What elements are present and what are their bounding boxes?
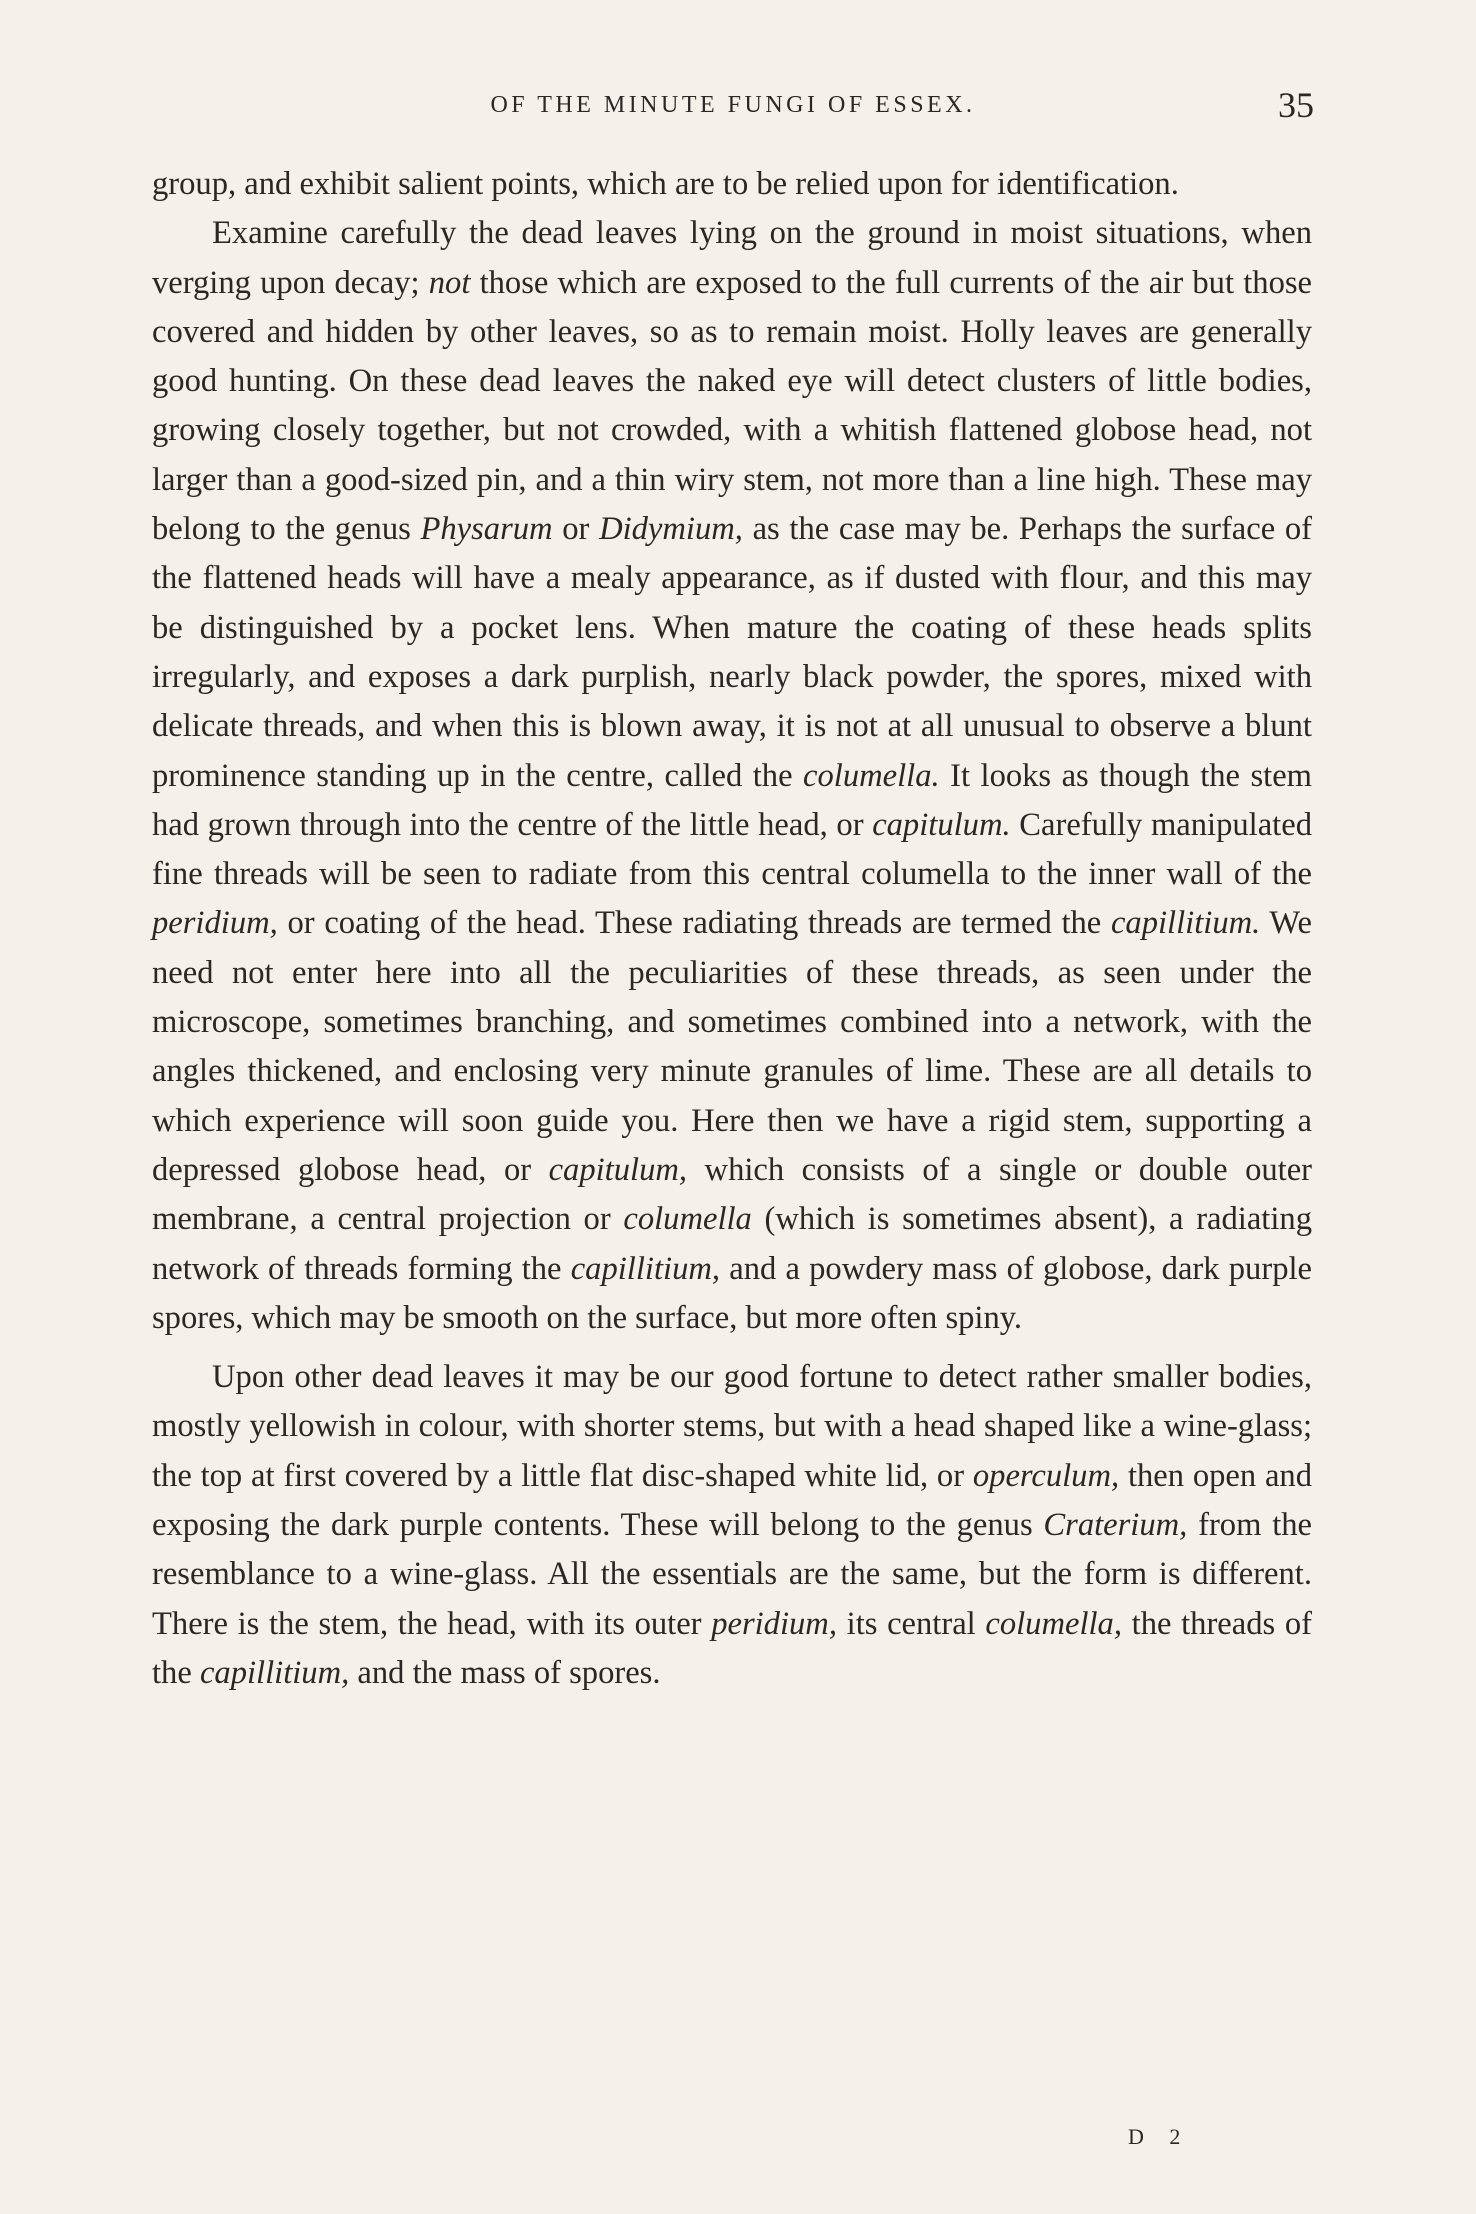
text-run: or coating of the head. These radiating threads are termed the [277, 905, 1111, 942]
text-run: its central [836, 1605, 986, 1642]
text-run: (which is sometimes absent), a radiating network of threads forming the [152, 1201, 1312, 1287]
italic-term: capillitium, [570, 1250, 721, 1287]
italic-term: Didymium, [599, 511, 743, 548]
italic-term: capitulum. [872, 806, 1011, 843]
body-text [152, 160, 1312, 1698]
text-run: those which are exposed to the full currents of the air but those covered and hidden by other leaves, so as to remain moist. Holly leaves are generally good hunting. On these dead leaves the naked eye will detect clusters of little bodies, growing closely together, but not crowded, with a whitish flattened globose head, not larger than a good-sized pin, and a thin wiry stem, not more than a line high. These may belong to the genus [152, 264, 1312, 548]
text-run: or [552, 511, 600, 548]
paragraph-3 [152, 1353, 1312, 1698]
paragraph-1 [152, 160, 1312, 209]
text-run: then open and exposing the dark purple contents. These will belong to the genus [152, 1457, 1312, 1544]
running-title: OF THE MINUTE FUNGI OF ESSEX. [490, 92, 976, 118]
italic-term: capitulum, [548, 1151, 688, 1188]
text-run: group, and exhibit salient points, which are to be relied upon for identification. [152, 166, 1179, 202]
italic-term: columella [623, 1201, 752, 1238]
italic-term: columella. [803, 757, 940, 794]
italic-term: not [428, 264, 471, 301]
signature-mark: D 2 [1128, 2124, 1191, 2149]
italic-term: columella, [985, 1605, 1122, 1642]
text-run: from the resemblance to a wine-glass. All the essentials are the same, but the form is different. There is the stem, the head, with its outer [152, 1507, 1312, 1642]
text-run: and a powdery mass of globose, dark purple spores, which may be smooth on the surface, but more often spiny. [152, 1250, 1312, 1336]
text-run: which consists of a single or double outer membrane, a central projection or [152, 1151, 1313, 1238]
italic-term: capillitium. [1110, 905, 1261, 942]
italic-term: capillitium, [199, 1654, 350, 1691]
italic-term: peridium, [711, 1605, 837, 1642]
page-number: 35 [1278, 85, 1314, 125]
text-run: Carefully manipulated fine threads will be seen to radiate from this central columella to the inner wall of the [152, 806, 1312, 893]
italic-term: peridium, [152, 905, 278, 942]
text-run: It looks as though the stem had grown through into the centre of the little head, or [152, 757, 1312, 843]
text-run: Examine carefully the dead leaves lying on the ground in moist situations, when verging upon decay; [152, 215, 1312, 301]
italic-term: Physarum [420, 511, 553, 548]
text-run: We need not enter here into all the peculiarities of these threads, as seen under the microscope, sometimes branching, and sometimes combined into a network, with the angles thickened, and enclosing very minute granules of lime. These are all details to which experience will soon guide you. Here then we have a rigid stem, supporting a depressed globose head, or [152, 905, 1312, 1188]
text-run: Upon other dead leaves it may be our good fortune to detect rather smaller bodies, mostly yellowish in colour, with shorter stems, but with a head shaped like a wine-glass; the top at first covered by a little flat disc-shaped white lid, or [152, 1359, 1312, 1494]
paragraph-2 [152, 209, 1312, 1343]
italic-term: operculum, [972, 1457, 1120, 1494]
text-run: the threads of the [152, 1605, 1312, 1691]
page-header [152, 85, 1314, 132]
text-run: as the case may be. Perhaps the surface of the flattened heads will have a mealy appearance, as if dusted with flour, and this may be distinguished by a pocket lens. When mature the coating of these heads splits irregularly, and exposes a dark purplish, nearly black powder, the spores, mixed with delicate threads, and when this is blown away, it is not at all unusual to observe a blunt prominence standing up in the centre, called the [152, 511, 1312, 794]
italic-term: Craterium, [1043, 1507, 1188, 1544]
text-run: and the mass of spores. [349, 1654, 661, 1691]
